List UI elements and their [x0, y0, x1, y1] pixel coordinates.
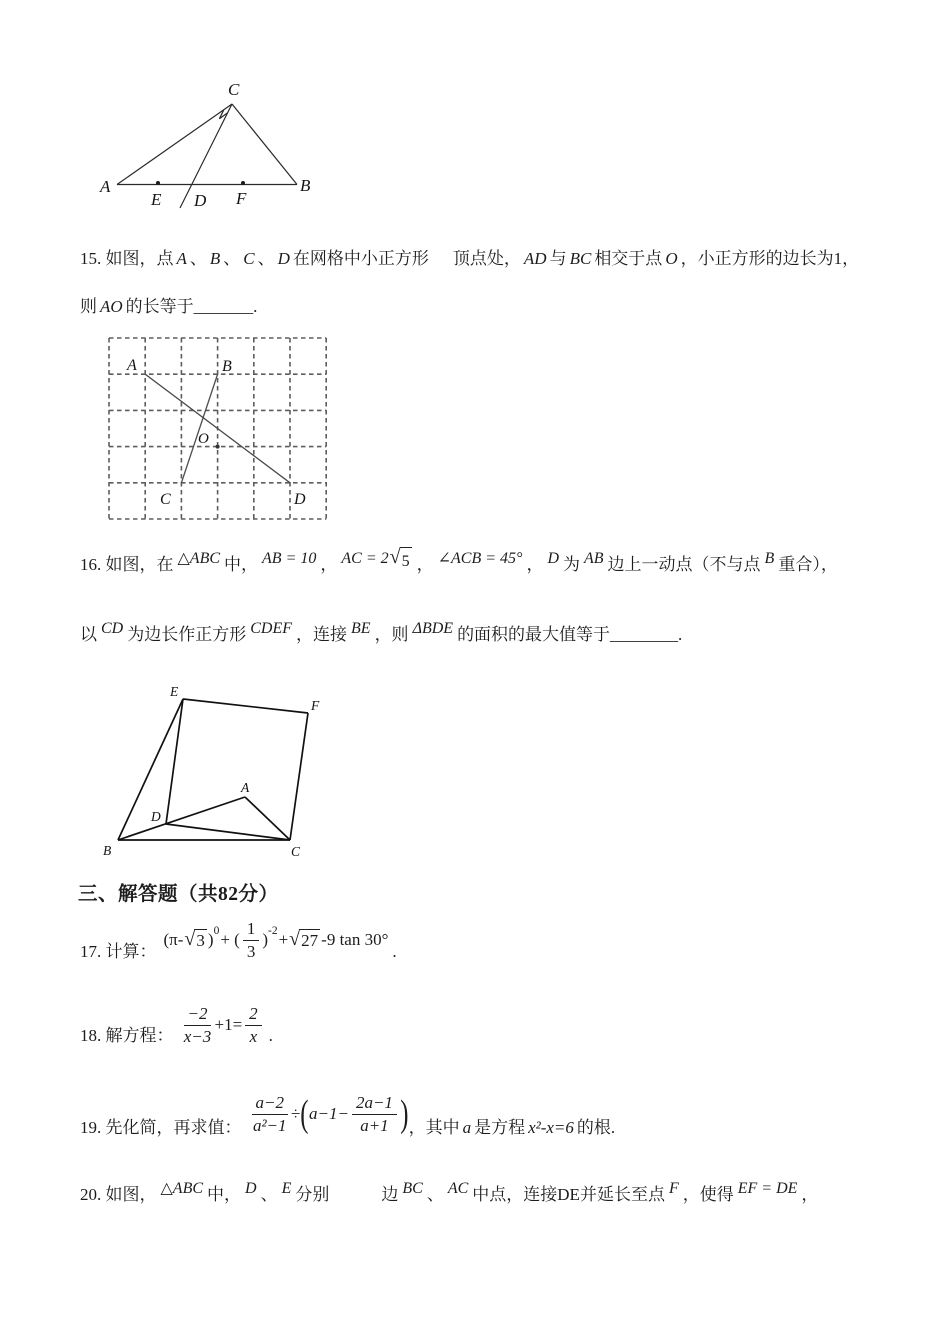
text-run: 是方程 — [474, 1118, 526, 1137]
fraction-denominator: a+1 — [360, 1115, 389, 1135]
text-run: AC = 2 — [341, 550, 389, 567]
text-run: 、 — [189, 249, 207, 268]
text-run: O — [665, 249, 678, 268]
text-run: C — [243, 249, 255, 268]
text-run: 中点，连接DE并延长至点 — [472, 1185, 665, 1204]
text-run: ) — [262, 930, 268, 949]
math-raised: EF = DE — [737, 1180, 798, 1197]
fraction-denominator: x−3 — [183, 1026, 212, 1046]
math-raised: AB = 10 — [262, 550, 317, 567]
figure-grid — [105, 333, 340, 528]
text-run: 的根. — [576, 1118, 616, 1137]
text-run: 的面积的最大值等于________. — [457, 625, 683, 644]
fraction — [243, 919, 260, 961]
math-raised: F — [668, 1180, 679, 1197]
grid-label-o: O — [198, 431, 209, 447]
radical — [184, 929, 206, 951]
text-run: ，小正方形的边长为1， — [680, 249, 860, 268]
question-16-line2 — [80, 622, 682, 649]
text-run: -9 tan 30° — [321, 930, 389, 949]
question-tail — [409, 1113, 616, 1142]
math-raised: BE — [351, 620, 371, 637]
fig2-label-f: F — [311, 698, 320, 713]
formula-period: . — [392, 942, 397, 961]
text-run: -2 — [267, 925, 278, 937]
radical-sign-icon: √ — [289, 928, 301, 950]
text-run: AD — [523, 249, 547, 268]
text-run: 边 — [381, 1185, 399, 1204]
radicand: 3 — [196, 931, 205, 950]
radical — [390, 547, 412, 575]
text-run: ， — [526, 555, 544, 574]
text-run: ， — [320, 555, 338, 574]
question-label: 17. 计算： — [80, 942, 157, 961]
fraction — [184, 1004, 212, 1046]
radical-sign-icon: √ — [184, 928, 196, 950]
text-run: D — [277, 249, 290, 268]
text-run: 顶点处， — [452, 249, 521, 268]
text-run: +1= — [214, 1015, 243, 1034]
math-raised: △ABC — [160, 1180, 204, 1197]
math-raised: AB — [584, 550, 604, 567]
text-run: 重合）， — [778, 555, 838, 574]
text-run: B — [209, 249, 221, 268]
math-raised: ∠ACB = 45° — [437, 550, 523, 567]
text-run: AO — [100, 297, 123, 316]
text-run: + ( — [220, 930, 240, 949]
radical-sign-icon: √ — [389, 546, 401, 568]
text-run: 与 — [549, 249, 567, 268]
radicand: 27 — [301, 931, 319, 950]
math-raised: D — [547, 550, 559, 567]
text-run: 以 — [80, 625, 97, 644]
formula — [164, 919, 389, 961]
text-run: ，则 — [374, 625, 409, 644]
question-15-line1 — [80, 246, 859, 272]
figure-triangle-cevian — [95, 75, 335, 220]
grid-label-d: D — [294, 491, 306, 508]
math-raised: △ABC — [177, 550, 221, 567]
text-run: ( — [300, 1092, 309, 1135]
text-run: ，使得 — [682, 1185, 734, 1204]
fraction — [352, 1093, 397, 1135]
text-run: ，其中 — [408, 1118, 460, 1137]
fig2-label-a: A — [241, 780, 250, 795]
text-run: 分别 — [295, 1185, 330, 1204]
fraction-numerator: 2 — [245, 1004, 262, 1026]
formula — [249, 1093, 409, 1135]
text-run: 15. 如图，点 — [80, 249, 174, 268]
fig2-label-b: B — [103, 843, 112, 858]
fig1-label-f: F — [236, 189, 247, 208]
text-run: 、 — [257, 249, 275, 268]
math-raised: CD — [101, 620, 124, 637]
grid-label-a: A — [127, 357, 137, 374]
formula-period: . — [268, 1026, 273, 1045]
fraction-denominator: a²−1 — [252, 1115, 287, 1135]
question-label: 19. 先化简，再求值： — [80, 1118, 242, 1137]
fraction-numerator: 1 — [243, 919, 260, 941]
fig2-label-c: C — [291, 844, 301, 859]
text-run: ÷ — [290, 1104, 301, 1123]
fig1-label-d: D — [194, 191, 207, 210]
text-run: 16. 如图，在 — [80, 555, 174, 574]
text-run: 为边长作正方形 — [127, 625, 247, 644]
question-16-line1 — [80, 546, 838, 582]
text-run: ，连接 — [296, 625, 348, 644]
radical — [289, 929, 320, 951]
math-raised: BC — [402, 1180, 423, 1197]
text-run: x²-x=6 — [528, 1118, 574, 1137]
fig1-label-b: B — [300, 176, 311, 195]
text-run: 相交于点 — [594, 249, 663, 268]
fig1-label-e: E — [151, 190, 162, 209]
math-raised: E — [281, 1180, 292, 1197]
figure-square-cdef — [100, 683, 335, 863]
right-angle-mark — [219, 110, 227, 119]
radicand: 5 — [400, 547, 412, 575]
text-run: 中， — [207, 1185, 242, 1204]
text-run: 、 — [260, 1185, 278, 1204]
fig1-label-a: A — [100, 177, 111, 196]
math-raised: AC — [447, 1180, 469, 1197]
text-run: (π- — [163, 930, 184, 949]
grid-label-c: C — [160, 491, 171, 508]
fraction — [252, 1093, 288, 1135]
text-run: 中， — [224, 555, 259, 574]
fraction — [245, 1004, 262, 1046]
math-raised — [341, 546, 412, 575]
text-run: 的长等于_______. — [125, 297, 258, 316]
fig2-label-e: E — [170, 684, 179, 699]
text-run: 0 — [213, 925, 220, 937]
text-run: a — [462, 1118, 472, 1137]
text-run: ) — [207, 930, 214, 949]
text-run: + — [278, 930, 289, 949]
text-run: BC — [569, 249, 592, 268]
fraction-numerator: a−2 — [252, 1093, 288, 1115]
fig1-label-c: C — [228, 80, 240, 99]
text-run: 20. 如图， — [80, 1185, 157, 1204]
question-15-line2 — [80, 294, 257, 320]
figure-lines — [118, 699, 308, 840]
fraction-numerator: −2 — [184, 1004, 212, 1026]
text-run: 、 — [223, 249, 241, 268]
text-run: 在网格中小正方形 — [292, 249, 429, 268]
question-18 — [80, 1000, 273, 1050]
grid-label-b: B — [222, 358, 232, 375]
math-raised: B — [764, 550, 775, 567]
section-header: 三、解答题（共82分） — [78, 884, 279, 905]
fraction-denominator: 3 — [246, 941, 256, 961]
text-run: 、 — [426, 1185, 444, 1204]
text-run: ， — [416, 555, 434, 574]
math-raised: CDEF — [250, 620, 293, 637]
figure-lines — [117, 104, 297, 208]
text-run: ， — [801, 1185, 819, 1204]
text-run: 边上一动点（不与点 — [607, 555, 761, 574]
fig2-label-d: D — [151, 809, 161, 824]
text-run: A — [176, 249, 187, 268]
question-17 — [80, 914, 397, 966]
grid-lattice-dot — [216, 445, 220, 449]
fraction-denominator: x — [249, 1026, 258, 1046]
text-run: 则 — [80, 297, 97, 316]
text-run: ) — [400, 1092, 409, 1135]
text-run: a−1− — [308, 1104, 349, 1123]
math-raised: D — [245, 1180, 257, 1197]
question-19 — [80, 1086, 615, 1142]
question-20-line1 — [80, 1182, 818, 1209]
question-label: 18. 解方程： — [80, 1026, 174, 1045]
fraction-numerator: 2a−1 — [352, 1093, 397, 1115]
formula — [181, 1004, 265, 1046]
math-raised: ΔBDE — [412, 620, 454, 637]
text-run: 为 — [563, 555, 580, 574]
